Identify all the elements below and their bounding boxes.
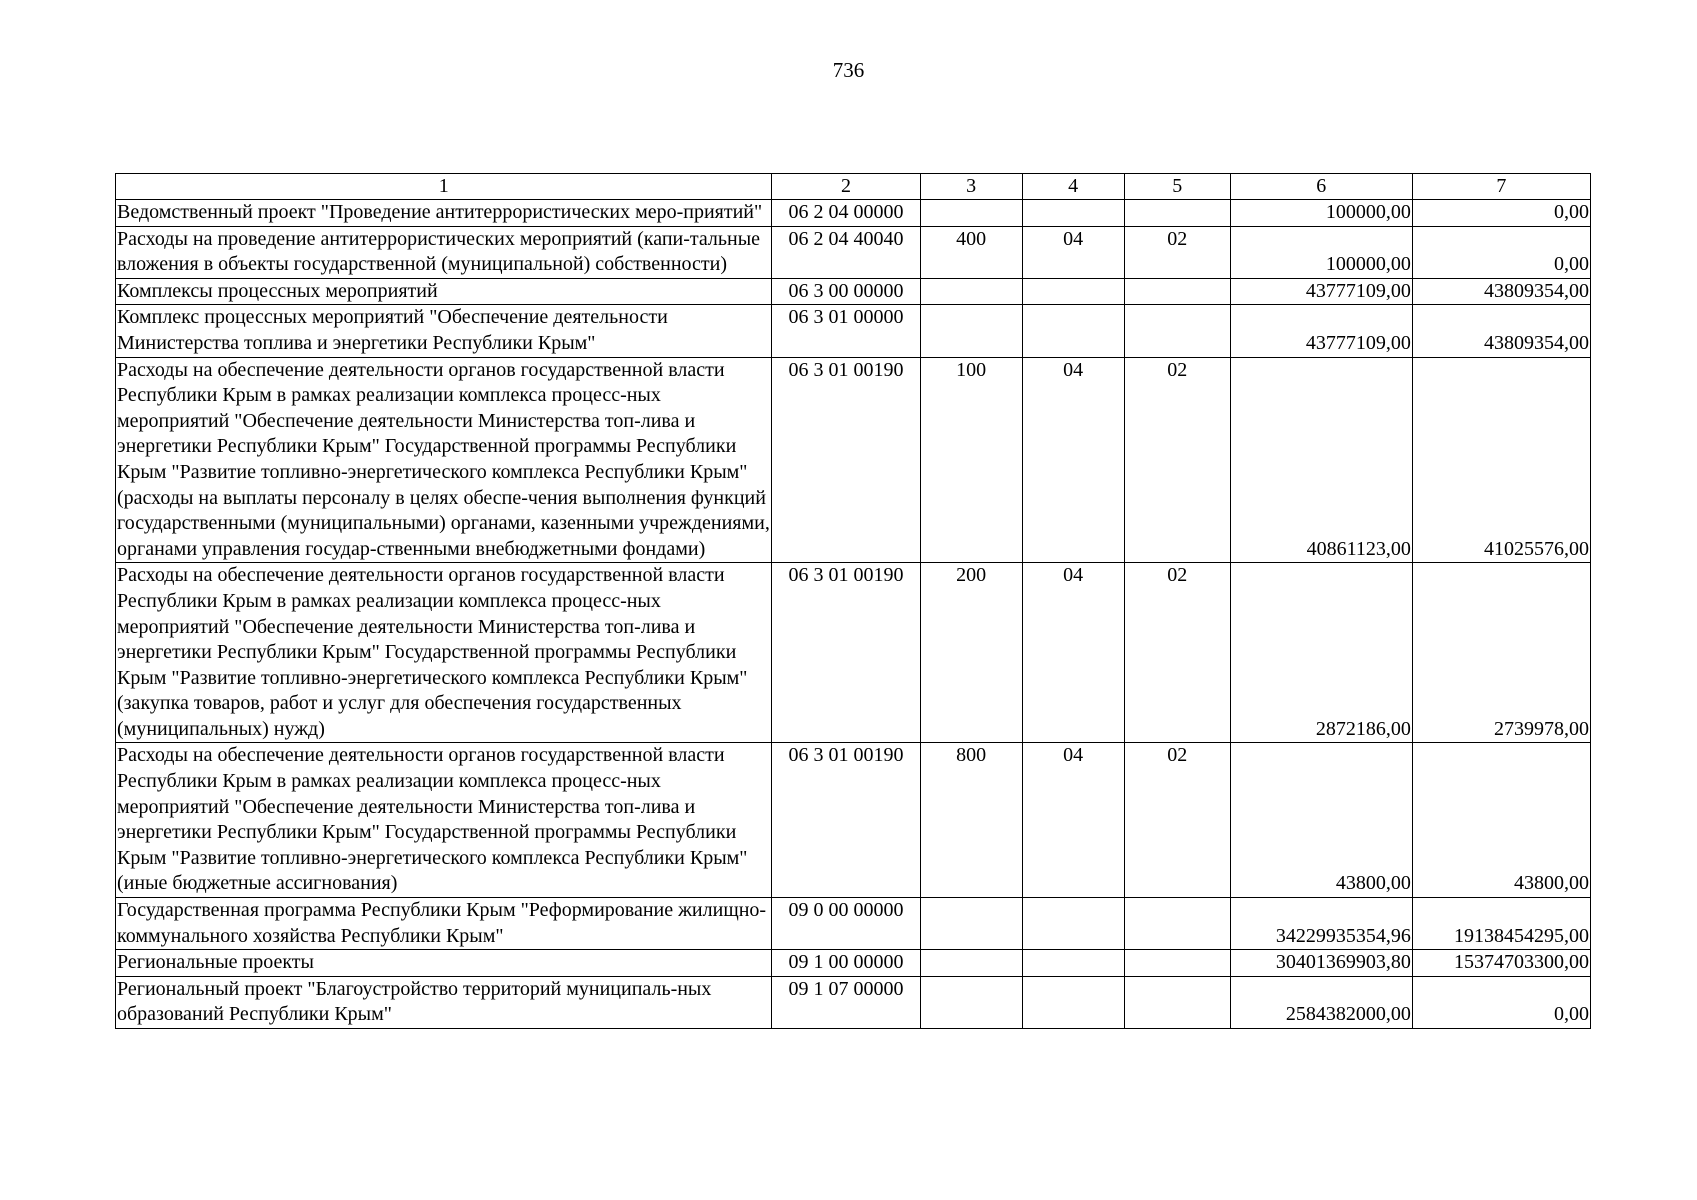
row-code-cell: 06 3 00 00000 [772,278,920,305]
header-col-5: 5 [1124,174,1230,200]
row-section-cell [1022,278,1124,305]
row-section-cell: 04 [1022,743,1124,898]
table-row [116,200,1591,227]
table-row [116,743,1591,898]
header-col-4: 4 [1022,174,1124,200]
row-section-cell: 04 [1022,357,1124,563]
row-code-cell: 06 3 01 00190 [772,563,920,743]
row-subsection-cell: 02 [1124,563,1230,743]
row-subsection-cell [1124,898,1230,950]
row-subsection-cell: 02 [1124,357,1230,563]
row-code-cell: 09 1 00 00000 [772,950,920,977]
row-subsection-cell [1124,200,1230,227]
table-row [116,898,1591,950]
row-name-cell: Ведомственный проект "Проведение антитеррористических меро-приятий" [116,200,772,227]
header-col-6: 6 [1230,174,1412,200]
row-amount-col7-cell: 2739978,00 [1412,563,1590,743]
row-name-cell: Расходы на проведение антитеррористических мероприятий (капи-тальные вложения в объекты государственной (муниципальной) собственности) [116,226,772,278]
row-amount-col7-cell: 43809354,00 [1412,278,1590,305]
row-amount-col7-cell: 43800,00 [1412,743,1590,898]
row-amount-col6-cell: 40861123,00 [1230,357,1412,563]
row-name-cell: Региональные проекты [116,950,772,977]
row-amount-col7-cell: 43809354,00 [1412,305,1590,357]
row-expense-type-cell [920,976,1022,1028]
row-amount-col6-cell: 100000,00 [1230,226,1412,278]
row-expense-type-cell: 800 [920,743,1022,898]
row-amount-col6-cell: 2584382000,00 [1230,976,1412,1028]
row-subsection-cell [1124,976,1230,1028]
row-name-cell: Комплексы процессных мероприятий [116,278,772,305]
row-name-cell: Расходы на обеспечение деятельности органов государственной власти Республики Крым в рамках реализации комплекса процесс-ных мероприятий "Обеспечение деятельности Министерства топ-лива и энергетики Республики Крым" Государственной программы Республики Крым "Развитие топливно-энергетического комплекса Республики Крым" (расходы на выплаты персоналу в целях обеспе-чения выполнения функций государственными (муниципальными) органами, казенными учреждениями, органами управления государ-ственными внебюджетными фондами) [116,357,772,563]
row-amount-col7-cell: 0,00 [1412,200,1590,227]
table-row [116,278,1591,305]
row-expense-type-cell: 200 [920,563,1022,743]
row-amount-col7-cell: 0,00 [1412,976,1590,1028]
row-amount-col6-cell: 100000,00 [1230,200,1412,227]
header-col-2: 2 [772,174,920,200]
header-col-7: 7 [1412,174,1590,200]
row-code-cell: 06 3 01 00190 [772,357,920,563]
table-row [116,305,1591,357]
row-amount-col6-cell: 2872186,00 [1230,563,1412,743]
row-amount-col7-cell: 0,00 [1412,226,1590,278]
row-expense-type-cell [920,305,1022,357]
row-amount-col6-cell: 43777109,00 [1230,305,1412,357]
page-number: 736 [832,58,865,82]
row-amount-col7-cell: 15374703300,00 [1412,950,1590,977]
row-code-cell: 06 2 04 00000 [772,200,920,227]
row-name-cell: Расходы на обеспечение деятельности органов государственной власти Республики Крым в рамках реализации комплекса процесс-ных мероприятий "Обеспечение деятельности Министерства топ-лива и энергетики Республики Крым" Государственной программы Республики Крым "Развитие топливно-энергетического комплекса Республики Крым" (закупка товаров, работ и услуг для обеспечения государственных (муниципальных) нужд) [116,563,772,743]
row-subsection-cell: 02 [1124,743,1230,898]
row-section-cell [1022,305,1124,357]
row-amount-col6-cell: 34229935354,96 [1230,898,1412,950]
row-subsection-cell [1124,305,1230,357]
row-name-cell: Расходы на обеспечение деятельности органов государственной власти Республики Крым в рамках реализации комплекса процесс-ных мероприятий "Обеспечение деятельности Министерства топ-лива и энергетики Республики Крым" Государственной программы Республики Крым "Развитие топливно-энергетического комплекса Республики Крым" (иные бюджетные ассигнования) [116,743,772,898]
table-row [116,357,1591,563]
row-amount-col6-cell: 43800,00 [1230,743,1412,898]
row-expense-type-cell [920,898,1022,950]
row-name-cell: Комплекс процессных мероприятий "Обеспечение деятельности Министерства топлива и энергетики Республики Крым" [116,305,772,357]
row-section-cell [1022,976,1124,1028]
row-expense-type-cell [920,200,1022,227]
table-row [116,976,1591,1028]
row-expense-type-cell: 400 [920,226,1022,278]
header-col-1: 1 [116,174,772,200]
row-subsection-cell: 02 [1124,226,1230,278]
row-code-cell: 09 1 07 00000 [772,976,920,1028]
header-col-3: 3 [920,174,1022,200]
row-expense-type-cell [920,278,1022,305]
row-subsection-cell [1124,278,1230,305]
row-amount-col7-cell: 19138454295,00 [1412,898,1590,950]
row-name-cell: Государственная программа Республики Крым "Реформирование жилищно-коммунального хозяйства Республики Крым" [116,898,772,950]
row-code-cell: 09 0 00 00000 [772,898,920,950]
row-expense-type-cell [920,950,1022,977]
row-name-cell: Региональный проект "Благоустройство территорий муниципаль-ных образований Республики Крым" [116,976,772,1028]
row-amount-col6-cell: 43777109,00 [1230,278,1412,305]
budget-table [115,173,1591,1029]
table-row [116,226,1591,278]
row-amount-col7-cell: 41025576,00 [1412,357,1590,563]
row-amount-col6-cell: 30401369903,80 [1230,950,1412,977]
row-section-cell: 04 [1022,563,1124,743]
row-code-cell: 06 3 01 00000 [772,305,920,357]
table-header-row [116,174,1591,200]
table-row [116,563,1591,743]
table-row [116,950,1591,977]
row-section-cell [1022,898,1124,950]
row-section-cell: 04 [1022,226,1124,278]
row-section-cell [1022,200,1124,227]
row-subsection-cell [1124,950,1230,977]
row-code-cell: 06 3 01 00190 [772,743,920,898]
row-code-cell: 06 2 04 40040 [772,226,920,278]
row-expense-type-cell: 100 [920,357,1022,563]
row-section-cell [1022,950,1124,977]
